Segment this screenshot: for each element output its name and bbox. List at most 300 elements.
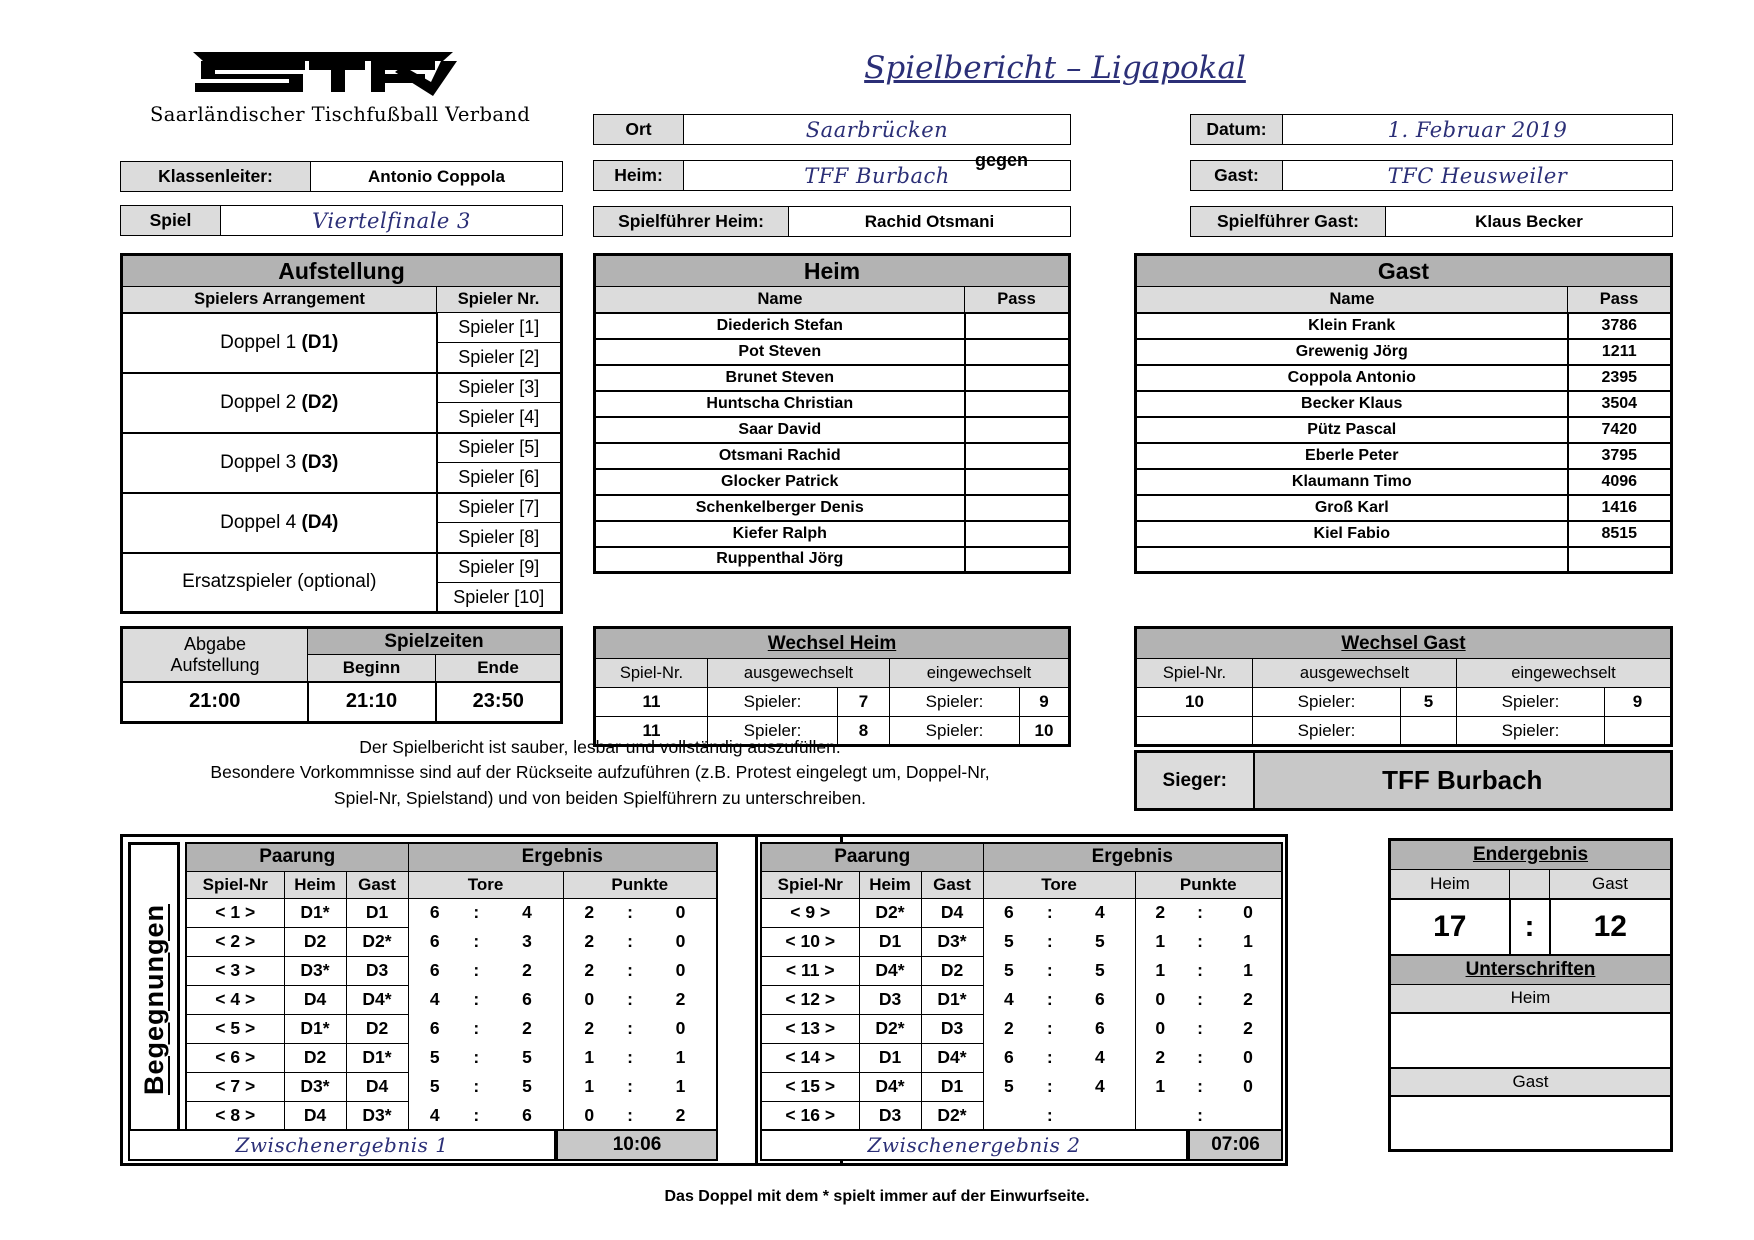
aufstellung-group-label xyxy=(122,433,437,493)
sieger-table xyxy=(1134,750,1673,811)
results1-col-tore: Tore xyxy=(408,871,563,898)
result-tore-gast[interactable] xyxy=(1065,1101,1135,1130)
heim-player-name[interactable]: Otsmani Rachid xyxy=(595,443,965,469)
spielfuehrer-heim-field xyxy=(593,206,1071,237)
aufstellung-slot[interactable]: Spieler [6] xyxy=(437,463,562,493)
gast-player-name[interactable]: Klein Frank xyxy=(1136,313,1568,339)
gast-player-pass[interactable]: 1416 xyxy=(1568,495,1672,521)
group-label-code: (D2) xyxy=(301,391,339,413)
result-punkte-gast[interactable]: 1 xyxy=(645,1043,717,1072)
result-gast-doppel: D4* xyxy=(921,1043,983,1072)
aufstellung-slot[interactable]: Spieler [4] xyxy=(437,403,562,433)
result-gast-doppel: D1 xyxy=(346,898,408,927)
tore-separator: : xyxy=(1034,898,1065,927)
result-heim-doppel: D3* xyxy=(284,956,346,985)
zwischenergebnis-1-label-cell xyxy=(128,1129,556,1161)
gast-player-pass[interactable]: 1211 xyxy=(1568,339,1672,365)
wechsel-heim-ein-label: Spieler: xyxy=(890,688,1020,717)
sieger-value: TFF Burbach xyxy=(1254,752,1672,810)
result-punkte-gast[interactable]: 2 xyxy=(1215,1014,1282,1043)
result-punkte-gast[interactable]: 0 xyxy=(645,927,717,956)
result-punkte-heim[interactable] xyxy=(1135,1101,1185,1130)
tore-separator: : xyxy=(1034,1101,1065,1130)
wechsel-gast-col-spielnr: Spiel-Nr. xyxy=(1136,659,1253,688)
result-heim-doppel: D2 xyxy=(284,927,346,956)
tore-separator: : xyxy=(461,1014,492,1043)
results1-col-ergebnis: Ergebnis xyxy=(408,843,717,871)
result-tore-heim[interactable]: 4 xyxy=(408,985,461,1014)
heim-player-name[interactable]: Diederich Stefan xyxy=(595,313,965,339)
result-gast-doppel: D3 xyxy=(921,1014,983,1043)
wechsel-heim-aus-label: Spieler: xyxy=(708,688,838,717)
tore-separator: : xyxy=(461,1043,492,1072)
wechsel-gast-title: Wechsel Gast xyxy=(1136,628,1672,659)
result-punkte-heim[interactable]: 2 xyxy=(1135,1043,1185,1072)
gast-player-name[interactable]: Grewenig Jörg xyxy=(1136,339,1568,365)
gast-player-name[interactable]: Eberle Peter xyxy=(1136,443,1568,469)
aufstellung-slot[interactable]: Spieler [10] xyxy=(437,583,562,613)
klassenleiter-field xyxy=(120,161,563,192)
result-spielnr: < 13 > xyxy=(761,1014,859,1043)
gegen-label: gegen xyxy=(975,150,1029,170)
tore-separator: : xyxy=(461,927,492,956)
result-punkte-gast[interactable]: 0 xyxy=(645,956,717,985)
results2-col-gast: Gast xyxy=(921,871,983,898)
heim-player-pass[interactable] xyxy=(965,443,1070,469)
punkte-separator: : xyxy=(1185,1043,1215,1072)
heim-player-pass[interactable] xyxy=(965,313,1070,339)
wechsel-heim-ein-nr[interactable]: 10 xyxy=(1020,717,1070,746)
result-punkte-heim[interactable]: 2 xyxy=(563,1014,615,1043)
result-tore-gast[interactable]: 3 xyxy=(492,927,563,956)
result-tore-gast[interactable]: 5 xyxy=(492,1072,563,1101)
heim-player-pass[interactable] xyxy=(965,417,1070,443)
result-gast-doppel: D3* xyxy=(921,927,983,956)
punkte-separator: : xyxy=(615,1072,645,1101)
result-punkte-gast[interactable]: 1 xyxy=(645,1072,717,1101)
result-tore-heim[interactable]: 5 xyxy=(408,1072,461,1101)
result-punkte-gast[interactable] xyxy=(1215,1101,1282,1130)
result-spielnr: < 10 > xyxy=(761,927,859,956)
result-tore-gast[interactable]: 6 xyxy=(492,1101,563,1130)
datum-value[interactable]: 1. Februar 2019 xyxy=(1283,115,1672,144)
result-gast-doppel: D1 xyxy=(921,1072,983,1101)
heim-player-pass[interactable] xyxy=(965,469,1070,495)
results1-col-spielnr: Spiel-Nr xyxy=(186,871,284,898)
zwischenergebnis-2-value: 07:06 xyxy=(1188,1129,1283,1161)
punkte-separator: : xyxy=(1185,1072,1215,1101)
result-punkte-heim[interactable]: 1 xyxy=(1135,956,1185,985)
gast-player-name[interactable]: Kiel Fabio xyxy=(1136,521,1568,547)
result-punkte-gast[interactable]: 0 xyxy=(645,1014,717,1043)
punkte-separator: : xyxy=(1185,985,1215,1014)
ort-label: Ort xyxy=(594,115,684,144)
result-gast-doppel: D1* xyxy=(346,1043,408,1072)
aufstellung-slot[interactable]: Spieler [7] xyxy=(437,493,562,523)
result-tore-gast[interactable]: 6 xyxy=(1065,1014,1135,1043)
result-gast-doppel: D2 xyxy=(346,1014,408,1043)
spiel-label: Spiel xyxy=(121,206,221,235)
signature-gast-label: Gast xyxy=(1390,1068,1672,1096)
wechsel-heim-col-ein: eingewechselt xyxy=(890,659,1070,688)
result-gast-doppel: D4 xyxy=(346,1072,408,1101)
result-punkte-gast[interactable]: 0 xyxy=(1215,1072,1282,1101)
begegnungen-label-cell xyxy=(128,842,180,1157)
result-gast-doppel: D4 xyxy=(921,898,983,927)
ende-label: Ende xyxy=(436,655,562,682)
instructions-block xyxy=(120,735,1080,811)
result-punkte-heim[interactable]: 1 xyxy=(563,1072,615,1101)
footnote: Das Doppel mit dem * spielt immer auf der Einwurfseite. xyxy=(664,1188,1090,1205)
result-heim-doppel: D1 xyxy=(859,1043,921,1072)
result-tore-gast[interactable]: 6 xyxy=(1065,985,1135,1014)
wechsel-heim-col-spielnr: Spiel-Nr. xyxy=(595,659,708,688)
result-tore-gast[interactable]: 4 xyxy=(1065,1072,1135,1101)
wechsel-gast-aus-nr[interactable]: 5 xyxy=(1401,688,1457,717)
endergebnis-heim-score: 17 xyxy=(1390,899,1510,955)
heim-player-name[interactable]: Brunet Steven xyxy=(595,365,965,391)
tore-separator: : xyxy=(461,898,492,927)
tore-separator: : xyxy=(461,1072,492,1101)
heim-player-name[interactable]: Ruppenthal Jörg xyxy=(595,547,965,573)
result-tore-gast[interactable]: 4 xyxy=(1065,1043,1135,1072)
result-gast-doppel: D4* xyxy=(346,985,408,1014)
punkte-separator: : xyxy=(1185,1101,1215,1130)
result-punkte-gast[interactable]: 2 xyxy=(645,1101,717,1130)
result-punkte-heim[interactable]: 1 xyxy=(1135,927,1185,956)
result-gast-doppel: D3 xyxy=(346,956,408,985)
result-heim-doppel: D4* xyxy=(859,956,921,985)
result-heim-doppel: D2* xyxy=(859,1014,921,1043)
heim-player-name[interactable]: Glocker Patrick xyxy=(595,469,965,495)
wechsel-gast-ein-nr[interactable]: 9 xyxy=(1605,688,1672,717)
wechsel-gast-aus-nr[interactable] xyxy=(1401,717,1457,746)
gast-player-name[interactable]: Coppola Antonio xyxy=(1136,365,1568,391)
result-tore-gast[interactable]: 5 xyxy=(1065,956,1135,985)
wechsel-gast-spielnr[interactable] xyxy=(1136,717,1253,746)
result-spielnr: < 3 > xyxy=(186,956,284,985)
heim-player-pass[interactable] xyxy=(965,495,1070,521)
gast-player-name[interactable]: Becker Klaus xyxy=(1136,391,1568,417)
aufstellung-col-spielernr: Spieler Nr. xyxy=(437,287,562,313)
heim-player-pass[interactable] xyxy=(965,547,1070,573)
heim-player-name[interactable]: Kiefer Ralph xyxy=(595,521,965,547)
result-tore-gast[interactable]: 5 xyxy=(1065,927,1135,956)
result-gast-doppel: D3* xyxy=(346,1101,408,1130)
result-gast-doppel: D2* xyxy=(346,927,408,956)
gast-player-pass[interactable]: 2395 xyxy=(1568,365,1672,391)
tore-separator: : xyxy=(461,1101,492,1130)
wechsel-gast-table xyxy=(1134,626,1673,747)
aufstellung-group-label xyxy=(122,373,437,433)
signature-heim-area[interactable] xyxy=(1390,1013,1672,1068)
aufstellung-title: Aufstellung xyxy=(122,255,562,287)
result-tore-heim[interactable]: 6 xyxy=(408,927,461,956)
gast-player-name[interactable]: Groß Karl xyxy=(1136,495,1568,521)
gast-player-pass[interactable]: 3786 xyxy=(1568,313,1672,339)
wechsel-heim-col-aus: ausgewechselt xyxy=(708,659,890,688)
heim-col-pass: Pass xyxy=(965,287,1070,313)
gast-player-pass[interactable]: 7420 xyxy=(1568,417,1672,443)
tore-separator: : xyxy=(1034,956,1065,985)
result-punkte-heim[interactable]: 2 xyxy=(563,956,615,985)
begegnungen-vertical-label: Begegnungen xyxy=(138,904,169,1095)
results2-col-paarung: Paarung xyxy=(761,843,983,871)
gast-col-name: Name xyxy=(1136,287,1568,313)
result-tore-heim[interactable]: 6 xyxy=(983,898,1034,927)
wechsel-heim-aus-nr[interactable]: 8 xyxy=(838,717,890,746)
tore-separator: : xyxy=(1034,985,1065,1014)
result-tore-gast[interactable]: 5 xyxy=(492,1043,563,1072)
wechsel-heim-ein-label: Spieler: xyxy=(890,717,1020,746)
heim-player-pass[interactable] xyxy=(965,391,1070,417)
result-punkte-gast[interactable]: 0 xyxy=(1215,898,1282,927)
heim-player-pass[interactable] xyxy=(965,521,1070,547)
endergebnis-heim-label: Heim xyxy=(1390,870,1510,899)
result-spielnr: < 16 > xyxy=(761,1101,859,1130)
punkte-separator: : xyxy=(615,898,645,927)
gast-player-pass[interactable] xyxy=(1568,547,1672,573)
unterschriften-title: Unterschriften xyxy=(1390,955,1672,985)
result-tore-heim[interactable]: 5 xyxy=(983,1072,1034,1101)
aufstellung-slot[interactable]: Spieler [3] xyxy=(437,373,562,403)
result-punkte-gast[interactable]: 0 xyxy=(1215,1043,1282,1072)
result-heim-doppel: D3 xyxy=(859,1101,921,1130)
aufstellung-slot[interactable]: Spieler [1] xyxy=(437,313,562,343)
datum-label: Datum: xyxy=(1191,115,1283,144)
result-spielnr: < 11 > xyxy=(761,956,859,985)
endergebnis-table xyxy=(1388,838,1673,1152)
result-punkte-gast[interactable]: 2 xyxy=(1215,985,1282,1014)
result-spielnr: < 4 > xyxy=(186,985,284,1014)
gast-player-name[interactable]: Klaumann Timo xyxy=(1136,469,1568,495)
gast-player-name[interactable]: Pütz Pascal xyxy=(1136,417,1568,443)
result-punkte-heim[interactable]: 2 xyxy=(563,898,615,927)
punkte-separator: : xyxy=(615,1014,645,1043)
result-punkte-heim[interactable]: 2 xyxy=(563,927,615,956)
gast-field xyxy=(1190,160,1673,191)
spielzeiten-title: Spielzeiten xyxy=(308,628,562,655)
instruction-line: Besondere Vorkommnisse sind auf der Rückseite aufzuführen (z.B. Protest eingelegt um, Doppel-Nr, xyxy=(210,762,990,783)
gast-player-pass[interactable]: 3795 xyxy=(1568,443,1672,469)
result-tore-gast[interactable]: 4 xyxy=(1065,898,1135,927)
result-heim-doppel: D1* xyxy=(284,898,346,927)
result-spielnr: < 9 > xyxy=(761,898,859,927)
result-punkte-gast[interactable]: 1 xyxy=(1215,927,1282,956)
results-table-1 xyxy=(185,842,718,1131)
heim-player-name[interactable]: Pot Steven xyxy=(595,339,965,365)
beginn-value[interactable]: 21:10 xyxy=(308,682,436,723)
result-heim-doppel: D3 xyxy=(859,985,921,1014)
tore-separator: : xyxy=(461,985,492,1014)
result-heim-doppel: D1 xyxy=(859,927,921,956)
spiel-value[interactable]: Viertelfinale 3 xyxy=(221,206,562,235)
datum-field xyxy=(1190,114,1673,145)
wechsel-heim-table xyxy=(593,626,1071,747)
aufstellung-slot[interactable]: Spieler [2] xyxy=(437,343,562,373)
beginn-label: Beginn xyxy=(308,655,436,682)
aufstellung-group-label xyxy=(122,553,437,613)
spielfuehrer-gast-field xyxy=(1190,206,1673,237)
group-label-code: (D1) xyxy=(301,331,339,353)
result-tore-heim[interactable]: 4 xyxy=(983,985,1034,1014)
heim-col-name: Name xyxy=(595,287,965,313)
punkte-separator: : xyxy=(1185,1014,1215,1043)
gast-value[interactable]: TFC Heusweiler xyxy=(1283,161,1672,190)
tore-separator: : xyxy=(1034,1043,1065,1072)
results2-col-spielnr: Spiel-Nr xyxy=(761,871,859,898)
heim-label: Heim: xyxy=(594,161,684,190)
group-label-text: Doppel 3 xyxy=(220,451,302,473)
group-label-code: (D3) xyxy=(301,451,339,473)
gast-col-pass: Pass xyxy=(1568,287,1672,313)
heim-player-name[interactable]: Saar David xyxy=(595,417,965,443)
signature-gast-area[interactable] xyxy=(1390,1096,1672,1151)
heim-roster-table xyxy=(593,253,1071,574)
klassenleiter-label: Klassenleiter: xyxy=(121,162,311,191)
result-spielnr: < 14 > xyxy=(761,1043,859,1072)
zwischenergebnis-2-label-cell xyxy=(760,1129,1188,1161)
result-gast-doppel: D1* xyxy=(921,985,983,1014)
zwischenergebnis-1-value: 10:06 xyxy=(556,1129,718,1161)
result-tore-heim[interactable]: 5 xyxy=(983,927,1034,956)
spielzeiten-table xyxy=(120,626,563,724)
result-tore-heim[interactable]: 6 xyxy=(983,1043,1034,1072)
results2-col-ergebnis: Ergebnis xyxy=(983,843,1282,871)
result-punkte-gast[interactable]: 1 xyxy=(1215,956,1282,985)
result-tore-heim[interactable]: 6 xyxy=(408,1014,461,1043)
result-gast-doppel: D2 xyxy=(921,956,983,985)
result-tore-heim[interactable]: 4 xyxy=(408,1101,461,1130)
wechsel-gast-ein-nr[interactable] xyxy=(1605,717,1672,746)
result-punkte-heim[interactable]: 1 xyxy=(1135,1072,1185,1101)
result-tore-gast[interactable]: 4 xyxy=(492,898,563,927)
wechsel-gast-col-aus: ausgewechselt xyxy=(1253,659,1457,688)
wechsel-heim-aus-nr[interactable]: 7 xyxy=(838,688,890,717)
sieger-label: Sieger: xyxy=(1136,752,1254,810)
result-heim-doppel: D2 xyxy=(284,1043,346,1072)
heim-player-pass[interactable] xyxy=(965,339,1070,365)
result-tore-heim[interactable]: 2 xyxy=(983,1014,1034,1043)
results2-col-punkte: Punkte xyxy=(1135,871,1282,898)
results-table-2 xyxy=(760,842,1283,1131)
aufstellung-group-label xyxy=(122,493,437,553)
tore-separator: : xyxy=(1034,927,1065,956)
spielfuehrer-heim-value[interactable]: Rachid Otsmani xyxy=(789,207,1070,236)
ort-value[interactable]: Saarbrücken xyxy=(684,115,1070,144)
ende-value[interactable]: 23:50 xyxy=(436,682,562,723)
endergebnis-title: Endergebnis xyxy=(1390,840,1672,870)
heim-value[interactable]: TFF Burbach xyxy=(684,161,1070,190)
aufstellung-slot[interactable]: Spieler [9] xyxy=(437,553,562,583)
result-heim-doppel: D2* xyxy=(859,898,921,927)
abgabe-label xyxy=(122,628,308,682)
result-punkte-heim[interactable]: 0 xyxy=(563,1101,615,1130)
result-tore-gast[interactable]: 6 xyxy=(492,985,563,1014)
result-spielnr: < 5 > xyxy=(186,1014,284,1043)
results1-col-punkte: Punkte xyxy=(563,871,717,898)
wechsel-gast-spielnr[interactable]: 10 xyxy=(1136,688,1253,717)
zwischenergebnis-1-label: Zwischenergebnis 1 xyxy=(235,1133,449,1157)
punkte-separator: : xyxy=(1185,898,1215,927)
wechsel-gast-ein-label: Spieler: xyxy=(1457,688,1605,717)
result-tore-heim[interactable] xyxy=(983,1101,1034,1130)
wechsel-heim-spielnr[interactable]: 11 xyxy=(595,717,708,746)
gast-player-pass[interactable]: 8515 xyxy=(1568,521,1672,547)
spielfuehrer-heim-label: Spielführer Heim: xyxy=(594,207,789,236)
result-spielnr: < 1 > xyxy=(186,898,284,927)
endergebnis-spacer xyxy=(1510,870,1550,899)
result-punkte-gast[interactable]: 0 xyxy=(645,898,717,927)
result-punkte-heim[interactable]: 1 xyxy=(563,1043,615,1072)
punkte-separator: : xyxy=(615,985,645,1014)
punkte-separator: : xyxy=(1185,956,1215,985)
result-punkte-gast[interactable]: 2 xyxy=(645,985,717,1014)
result-punkte-heim[interactable]: 0 xyxy=(563,985,615,1014)
result-spielnr: < 15 > xyxy=(761,1072,859,1101)
result-tore-gast[interactable]: 2 xyxy=(492,956,563,985)
instruction-line: Spiel-Nr, Spielstand) und von beiden Spielführern zu unterschreiben. xyxy=(333,787,867,808)
result-tore-heim[interactable]: 5 xyxy=(408,1043,461,1072)
endergebnis-gast-label: Gast xyxy=(1550,870,1672,899)
heim-player-name[interactable]: Huntscha Christian xyxy=(595,391,965,417)
wechsel-heim-spielnr[interactable]: 11 xyxy=(595,688,708,717)
result-punkte-heim[interactable]: 0 xyxy=(1135,1014,1185,1043)
results1-col-gast: Gast xyxy=(346,871,408,898)
wechsel-heim-ein-nr[interactable]: 9 xyxy=(1020,688,1070,717)
punkte-separator: : xyxy=(615,927,645,956)
result-heim-doppel: D3* xyxy=(284,1072,346,1101)
stfv-logo-icon xyxy=(185,48,475,100)
gast-player-name[interactable] xyxy=(1136,547,1568,573)
result-spielnr: < 2 > xyxy=(186,927,284,956)
spielfuehrer-gast-label: Spielführer Gast: xyxy=(1191,207,1386,236)
ort-field xyxy=(593,114,1071,145)
endergebnis-separator: : xyxy=(1510,899,1550,955)
result-tore-heim[interactable]: 6 xyxy=(408,898,461,927)
abgabe-value[interactable]: 21:00 xyxy=(122,682,308,723)
spielfuehrer-gast-value[interactable]: Klaus Becker xyxy=(1386,207,1672,236)
punkte-separator: : xyxy=(615,956,645,985)
wechsel-gast-col-ein: eingewechselt xyxy=(1457,659,1672,688)
klassenleiter-value[interactable]: Antonio Coppola xyxy=(311,162,562,191)
result-tore-heim[interactable]: 6 xyxy=(408,956,461,985)
wechsel-heim-aus-label: Spieler: xyxy=(708,717,838,746)
abgabe-line2: Aufstellung xyxy=(170,654,260,675)
heim-player-pass[interactable] xyxy=(965,365,1070,391)
group-label-text: Ersatzspieler (optional) xyxy=(182,571,377,593)
results2-col-tore: Tore xyxy=(983,871,1135,898)
gast-label: Gast: xyxy=(1191,161,1283,190)
wechsel-gast-aus-label: Spieler: xyxy=(1253,717,1401,746)
tore-separator: : xyxy=(1034,1072,1065,1101)
gast-player-pass[interactable]: 3504 xyxy=(1568,391,1672,417)
gast-player-pass[interactable]: 4096 xyxy=(1568,469,1672,495)
spiel-field xyxy=(120,205,563,236)
signature-heim-label: Heim xyxy=(1390,985,1672,1013)
result-heim-doppel: D4 xyxy=(284,985,346,1014)
result-punkte-heim[interactable]: 0 xyxy=(1135,985,1185,1014)
result-tore-gast[interactable]: 2 xyxy=(492,1014,563,1043)
aufstellung-slot[interactable]: Spieler [8] xyxy=(437,523,562,553)
heim-player-name[interactable]: Schenkelberger Denis xyxy=(595,495,965,521)
aufstellung-slot[interactable]: Spieler [5] xyxy=(437,433,562,463)
heim-roster-title: Heim xyxy=(595,255,1070,287)
group-label-text: Doppel 4 xyxy=(220,511,302,533)
result-heim-doppel: D4* xyxy=(859,1072,921,1101)
result-punkte-heim[interactable]: 2 xyxy=(1135,898,1185,927)
result-tore-heim[interactable]: 5 xyxy=(983,956,1034,985)
